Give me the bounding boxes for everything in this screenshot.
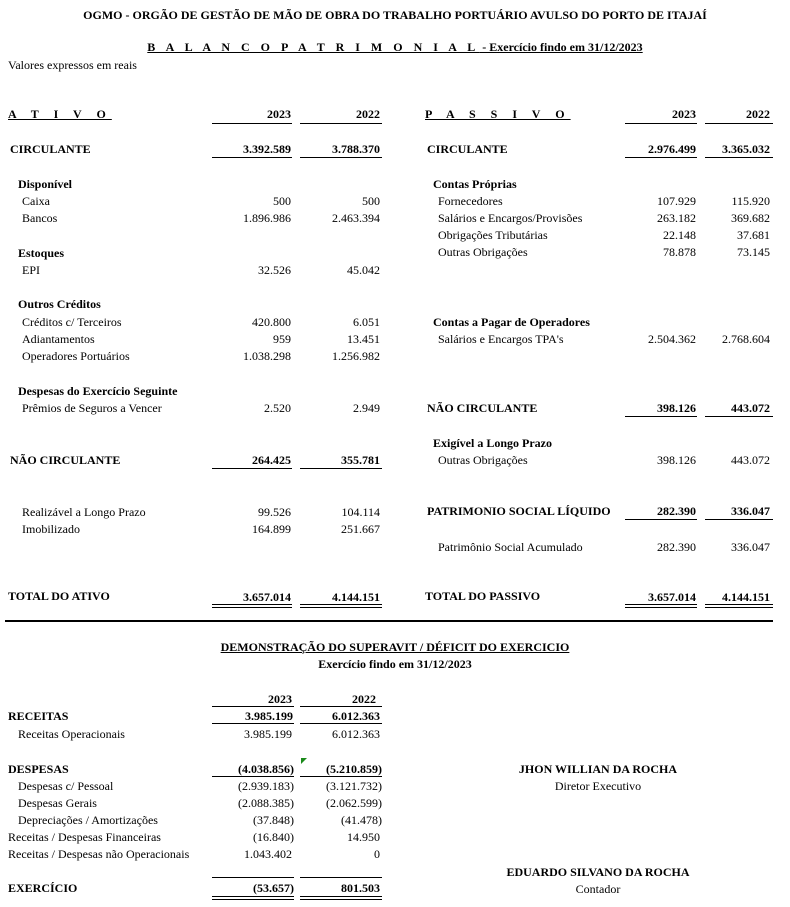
salarios-tpa-2023: 2.504.362 — [648, 332, 696, 346]
dre-year-2023: 2023 — [268, 692, 292, 706]
ativo-circulante-label: CIRCULANTE — [10, 142, 91, 156]
passivo-nao-circulante-2023: 398.126 — [657, 401, 696, 415]
signatory-2-name: EDUARDO SILVANO DA ROCHA — [506, 865, 690, 879]
salarios-2023: 263.182 — [657, 211, 696, 225]
bancos-2022: 2.463.394 — [332, 211, 380, 225]
total-ativo-label: TOTAL DO ATIVO — [8, 589, 110, 603]
creditos-terceiros-label: Créditos c/ Terceiros — [22, 315, 122, 329]
despesas-2022: (5.210.859) — [326, 762, 382, 776]
dre-subtitle: Exercício findo em 31/12/2023 — [318, 657, 472, 671]
financeiras-2022: 14.950 — [347, 830, 380, 844]
epi-2023: 32.526 — [258, 263, 291, 277]
ativo-nao-circulante-2022: 355.781 — [341, 453, 380, 467]
realizavel-label: Realizável a Longo Prazo — [22, 505, 146, 519]
outras-obrig-2022: 73.145 — [737, 245, 770, 259]
salarios-2022: 369.682 — [731, 211, 770, 225]
premios-2022: 2.949 — [353, 401, 380, 415]
depreciacoes-2023: (37.848) — [253, 813, 294, 827]
ativo-circulante-2023: 3.392.589 — [243, 142, 291, 156]
epi-label: EPI — [22, 263, 40, 277]
ativo-circulante-2022: 3.788.370 — [332, 142, 380, 156]
ativo-year-2022: 2022 — [356, 107, 380, 121]
premios-2023: 2.520 — [264, 401, 291, 415]
patrimonio-acum-label: Patrimônio Social Acumulado — [438, 540, 583, 554]
operadores-2023: 1.038.298 — [243, 349, 291, 363]
org-title: OGMO - ORGÃO DE GESTÃO DE MÃO DE OBRA DO TRABALHO PORTUÁRIO AVULSO DO PORTO DE ITAJAÍ — [83, 8, 707, 22]
signatory-1-name: JHON WILLIAN DA ROCHA — [518, 762, 678, 776]
balance-title: B A L A N C O P A T R I M O N I A L - Exercício findo em 31/12/2023 — [147, 40, 643, 54]
desp-pessoal-label: Despesas c/ Pessoal — [18, 779, 114, 793]
ativo-nao-circulante-2023: 264.425 — [252, 453, 291, 467]
cell-marker-icon — [301, 758, 307, 764]
creditos-terceiros-2023: 420.800 — [252, 315, 291, 329]
passivo-year-2023: 2023 — [672, 107, 696, 121]
realizavel-2022: 104.114 — [341, 505, 380, 519]
ativo-year-2023: 2023 — [267, 107, 291, 121]
outras-obrig-lp-2023: 398.126 — [657, 453, 696, 467]
exercicio-2022: 801.503 — [341, 881, 380, 895]
total-passivo-2023: 3.657.014 — [648, 590, 696, 604]
obrigacoes-trib-label: Obrigações Tributárias — [438, 228, 548, 242]
bancos-label: Bancos — [22, 211, 58, 225]
receitas-op-label: Receitas Operacionais — [18, 727, 125, 741]
desp-gerais-2023: (2.088.385) — [238, 796, 294, 810]
patrimonio-label: PATRIMONIO SOCIAL LÍQUIDO — [427, 504, 611, 518]
fornecedores-2023: 107.929 — [657, 194, 696, 208]
imobilizado-2022: 251.667 — [341, 522, 380, 536]
outras-obrig-lp-2022: 443.072 — [731, 453, 770, 467]
signatory-1-role: Diretor Executivo — [554, 779, 642, 793]
salarios-label: Salários e Encargos/Provisões — [438, 211, 583, 225]
desp-pessoal-2023: (2.939.183) — [238, 779, 294, 793]
passivo-circulante-2022: 3.365.032 — [722, 142, 770, 156]
total-passivo-label: TOTAL DO PASSIVO — [425, 589, 541, 603]
despesas-2023: (4.038.856) — [238, 762, 294, 776]
epi-2022: 45.042 — [347, 263, 380, 277]
exigivel-group: Exigível a Longo Prazo — [433, 436, 552, 450]
nao-operacionais-2023: 1.043.402 — [244, 847, 292, 861]
ativo-heading: A T I V O — [8, 107, 112, 121]
contas-proprias-group: Contas Próprias — [433, 177, 517, 191]
despesas-label: DESPESAS — [8, 762, 69, 776]
contas-pagar-group: Contas a Pagar de Operadores — [433, 315, 590, 329]
adiantamentos-2023: 959 — [273, 332, 291, 346]
outras-obrig-label: Outras Obrigações — [438, 245, 528, 259]
desp-gerais-label: Despesas Gerais — [18, 796, 97, 810]
passivo-nao-circulante-2022: 443.072 — [731, 401, 770, 415]
operadores-2022: 1.256.982 — [332, 349, 380, 363]
desp-gerais-2022: (2.062.599) — [326, 796, 382, 810]
caixa-2022: 500 — [362, 194, 380, 208]
caixa-label: Caixa — [22, 194, 50, 208]
disponivel-group: Disponível — [18, 177, 73, 191]
operadores-label: Operadores Portuários — [22, 349, 130, 363]
bancos-2023: 1.896.986 — [243, 211, 291, 225]
caixa-2023: 500 — [273, 194, 291, 208]
desp-pessoal-2022: (3.121.732) — [326, 779, 382, 793]
patrimonio-acum-2023: 282.390 — [657, 540, 696, 554]
receitas-label: RECEITAS — [8, 709, 69, 723]
values-note: Valores expressos em reais — [8, 58, 137, 72]
realizavel-2023: 99.526 — [258, 505, 291, 519]
fornecedores-2022: 115.920 — [731, 194, 770, 208]
fornecedores-label: Fornecedores — [438, 194, 503, 208]
obrigacoes-trib-2022: 37.681 — [737, 228, 770, 242]
salarios-tpa-label: Salários e Encargos TPA's — [438, 332, 564, 346]
adiantamentos-label: Adiantamentos — [22, 332, 95, 346]
patrimonio-2022: 336.047 — [731, 504, 770, 518]
imobilizado-label: Imobilizado — [22, 522, 80, 536]
estoques-group: Estoques — [18, 246, 65, 260]
outras-obrig-2023: 78.878 — [663, 245, 696, 259]
receitas-op-2023: 3.985.199 — [244, 727, 292, 741]
outras-obrig-lp-label: Outras Obrigações — [438, 453, 528, 467]
signatory-2-role: Contador — [575, 882, 621, 896]
receitas-2022: 6.012.363 — [332, 709, 380, 723]
section-divider — [5, 620, 773, 622]
creditos-terceiros-2022: 6.051 — [353, 315, 380, 329]
premios-label: Prêmios de Seguros a Vencer — [22, 401, 162, 415]
depreciacoes-label: Depreciações / Amortizações — [18, 813, 158, 827]
outros-creditos-group: Outros Créditos — [18, 297, 101, 311]
exercicio-label: EXERCÍCIO — [8, 881, 78, 895]
financeiras-label: Receitas / Despesas Financeiras — [8, 830, 161, 844]
passivo-circulante-label: CIRCULANTE — [427, 142, 508, 156]
dre-year-2022: 2022 — [352, 692, 376, 706]
despesas-seguinte-group: Despesas do Exercício Seguinte — [18, 384, 178, 398]
patrimonio-acum-2022: 336.047 — [731, 540, 770, 554]
imobilizado-2023: 164.899 — [252, 522, 291, 536]
patrimonio-2023: 282.390 — [657, 504, 696, 518]
obrigacoes-trib-2023: 22.148 — [663, 228, 696, 242]
total-ativo-2022: 4.144.151 — [332, 590, 380, 604]
passivo-nao-circulante-label: NÃO CIRCULANTE — [427, 401, 538, 415]
receitas-2023: 3.985.199 — [245, 709, 293, 723]
depreciacoes-2022: (41.478) — [341, 813, 382, 827]
exercicio-2023: (53.657) — [253, 881, 294, 895]
salarios-tpa-2022: 2.768.604 — [722, 332, 770, 346]
adiantamentos-2022: 13.451 — [347, 332, 380, 346]
passivo-year-2022: 2022 — [746, 107, 770, 121]
financeiras-2023: (16.840) — [253, 830, 294, 844]
total-passivo-2022: 4.144.151 — [722, 590, 770, 604]
nao-operacionais-2022: 0 — [374, 847, 380, 861]
nao-operacionais-label: Receitas / Despesas não Operacionais — [8, 847, 190, 861]
passivo-circulante-2023: 2.976.499 — [648, 142, 696, 156]
passivo-heading: P A S S I V O — [425, 107, 571, 121]
dre-title: DEMONSTRAÇÃO DO SUPERAVIT / DÉFICIT DO EXERCICIO — [220, 640, 570, 654]
total-ativo-2023: 3.657.014 — [243, 590, 291, 604]
receitas-op-2022: 6.012.363 — [332, 727, 380, 741]
ativo-nao-circulante-label: NÃO CIRCULANTE — [10, 453, 121, 467]
